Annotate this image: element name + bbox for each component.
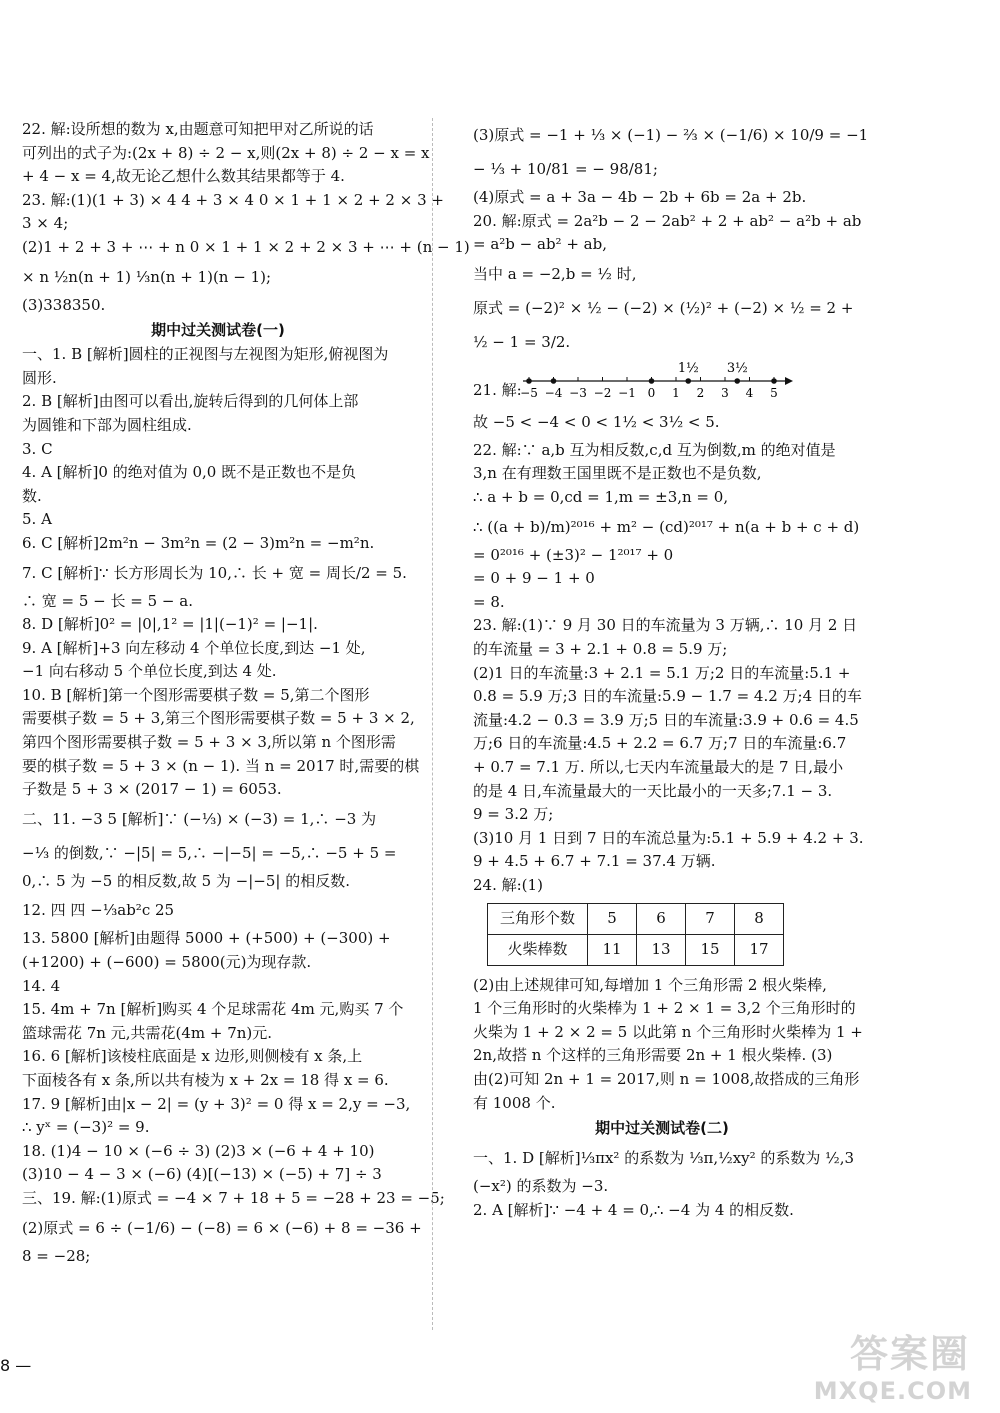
number-line-label: 21. 解: — [473, 380, 522, 399]
number-line-answer — [473, 361, 851, 401]
text-line: 万;6 日的车流量:4.5 + 2.2 = 6.7 万;7 日的车流量:6.7 — [473, 734, 847, 753]
text-line: 13. 5800 [解析]由题得 5000 + (+500) + (−300) + — [22, 929, 391, 948]
text-line: 9 = 3.2 万; — [473, 805, 554, 824]
text-line: 原式 = (−2)² × ½ − (−2) × (½)² + (−2) × ½ = 2 + — [473, 298, 854, 317]
text-line: 3. C — [22, 439, 53, 458]
text-line: (3)10 − 4 − 3 × (−6) (4)[(−13) × (−5) + 7] ÷ 3 — [22, 1165, 382, 1184]
number-line-upper-label: 3½ — [726, 360, 748, 376]
text-line: 的车流量 = 3 + 2.1 + 0.8 = 5.9 万; — [473, 639, 728, 658]
text-line: 20. 解:原式 = 2a²b − 2 − 2ab² + 2 + ab² − a²b + ab — [473, 211, 862, 230]
text-line: 要的棋子数 = 5 + 3 × (n − 1). 当 n = 2017 时,需要的棋 — [22, 756, 420, 775]
text-line: 篮球需花 7n 元,共需花(4m + 7n)元. — [22, 1023, 273, 1042]
text-line: 一、1. D [解析]⅓πx² 的系数为 ⅓π,½xy² 的系数为 ½,3 — [473, 1149, 855, 1168]
text-line: 故 −5 < −4 < 0 < 1½ < 3½ < 5. — [473, 412, 720, 431]
text-line: 4. A [解析]0 的绝对值为 0,0 既不是正数也不是负 — [22, 463, 357, 482]
text-line: = 0 + 9 − 1 + 0 — [473, 569, 595, 588]
text-line: 第四个图形需要棋子数 = 5 + 3 × 3,所以第 n 个图形需 — [22, 733, 396, 752]
column-divider — [432, 118, 433, 1330]
number-line-point — [526, 378, 532, 384]
text-line: 三、19. 解:(1)原式 = −4 × 7 + 18 + 5 = −28 + 23 = −5; — [22, 1188, 445, 1207]
text-line: 14. 4 — [22, 976, 61, 995]
text-line: (3)338350. — [22, 295, 106, 314]
text-line: (2)原式 = 6 ÷ (−1/6) − (−8) = 6 × (−6) + 8 = −36 + — [22, 1218, 422, 1237]
number-line — [520, 360, 793, 401]
text-line: 0,∴ 5 为 −5 的相反数,故 5 为 −|−5| 的相反数. — [22, 871, 350, 890]
table-cell: 6 — [637, 904, 686, 935]
text-line: 3,n 在有理数王国里既不是正数也不是负数, — [473, 464, 762, 483]
page-number: 8 — — [0, 1356, 32, 1375]
text-line: 2. B [解析]由图可以看出,旋转后得到的几何体上部 — [22, 392, 359, 411]
right-column — [473, 118, 869, 1222]
text-line: + 4 − x = 4,故无论乙想什么数其结果都等于 4. — [22, 167, 345, 186]
number-line-tick-label: 2 — [696, 385, 705, 400]
text-line: 2n,故搭 n 个这样的三角形需要 2n + 1 根火柴棒. (3) — [473, 1046, 833, 1065]
text-line: (+1200) + (−600) = 5800(元)为现存款. — [22, 953, 312, 972]
watermark-url: MXQE.COM — [813, 1377, 972, 1405]
table-cell: 15 — [686, 935, 735, 966]
text-line: −1 向右移动 5 个单位长度,到达 4 处. — [22, 662, 277, 681]
table-row — [488, 935, 784, 966]
text-line: 流量:4.2 − 0.3 = 3.9 万;5 日的车流量:3.9 + 0.6 = 4.5 — [473, 710, 859, 729]
text-line: 的是 4 日,车流量最大的一天比最小的一天多;7.1 − 3. — [473, 781, 833, 800]
number-line-tick-label: −1 — [618, 385, 636, 400]
text-line: 17. 9 [解析]由|x − 2| = (y + 3)² = 0 得 x = 2,y = −3, — [22, 1094, 411, 1113]
text-line: 23. 解:(1)(1 + 3) × 4 4 + 3 × 4 0 × 1 + 1 × 2 + 2 × 3 + — [22, 190, 444, 209]
text-line: 18. (1)4 − 10 × (−6 ÷ 3) (2)3 × (−6 + 4 + 10) — [22, 1141, 375, 1160]
text-line: = 0²⁰¹⁶ + (±3)² − 1²⁰¹⁷ + 0 — [473, 545, 674, 564]
text-line: − ⅓ + 10/81 = − 98/81; — [473, 160, 658, 178]
number-line-tick-label: −3 — [569, 385, 587, 400]
matchstick-table — [487, 903, 784, 965]
table-cell: 7 — [686, 904, 735, 935]
text-line: 3 × 4; — [22, 214, 69, 233]
text-line: 当中 a = −2,b = ½ 时, — [473, 264, 637, 283]
text-line: ∴ a + b = 0,cd = 1,m = ±3,n = 0, — [473, 487, 729, 506]
table-cell: 11 — [588, 935, 637, 966]
left-column — [22, 118, 470, 1268]
text-line: ∴ yˣ = (−3)² = 9. — [22, 1118, 150, 1137]
text-line: (3)10 月 1 日到 7 日的车流总量为:5.1 + 5.9 + 4.2 + 3. — [473, 828, 864, 847]
table-cell: 13 — [637, 935, 686, 966]
text-line: × n ½n(n + 1) ⅓n(n + 1)(n − 1); — [22, 267, 272, 286]
text-line: 为圆锥和下部为圆柱组成. — [22, 415, 192, 434]
text-line: 6. C [解析]2m²n − 3m²n = (2 − 3)m²n = −m²n. — [22, 533, 375, 552]
text-line: (2)1 日的车流量:3 + 2.1 = 5.1 万;2 日的车流量:5.1 + — [473, 663, 851, 682]
text-line: ½ − 1 = 3/2. — [473, 332, 571, 351]
table-row — [488, 904, 784, 935]
section-title: 期中过关测试卷(一) — [151, 321, 285, 340]
text-line: 下面棱各有 x 条,所以共有棱为 x + 2x = 18 得 x = 6. — [22, 1071, 389, 1089]
number-line-upper-label: 1½ — [677, 360, 699, 376]
text-line: + 0.7 = 7.1 万. 所以,七天内车流量最大的是 7 日,最小 — [473, 757, 844, 776]
text-line: 24. 解:(1) — [473, 875, 543, 894]
number-line-point — [771, 378, 777, 384]
number-line-tick-label: 5 — [770, 385, 778, 400]
text-line: 1 个三角形时的火柴棒为 1 + 2 × 1 = 3,2 个三角形时的 — [473, 999, 856, 1018]
text-line: 7. C [解析]∵ 长方形周长为 10,∴ 长 + 宽 = 周长/2 = 5. — [22, 563, 407, 582]
text-line: ∴ ((a + b)/m)²⁰¹⁶ + m² − (cd)²⁰¹⁷ + n(a + b + c + d) — [473, 517, 860, 536]
text-line: 0.8 = 5.9 万;3 日的车流量:5.9 − 1.7 = 4.2 万;4 日的车 — [473, 687, 862, 706]
text-line: 火柴为 1 + 2 × 2 = 5 以此第 n 个三角形时火柴棒为 1 + — [473, 1022, 863, 1041]
text-line: 有 1008 个. — [473, 1093, 556, 1112]
watermark-logo — [804, 1323, 982, 1407]
text-line: 10. B [解析]第一个图形需要棋子数 = 5,第二个图形 — [22, 685, 370, 704]
text-line: (2)由上述规律可知,每增加 1 个三角形需 2 根火柴棒, — [473, 975, 827, 994]
text-line: ∴ 宽 = 5 − 长 = 5 − a. — [22, 591, 193, 610]
number-line-point — [551, 378, 557, 384]
text-line: 5. A — [22, 510, 52, 529]
text-line: 12. 四 四 −⅓ab²c 25 — [22, 901, 175, 920]
text-line: 16. 6 [解析]该棱柱底面是 x 边形,则侧棱有 x 条,上 — [22, 1047, 363, 1066]
text-line: 可列出的式子为:(2x + 8) ÷ 2 − x,则(2x + 8) ÷ 2 − x = x — [22, 143, 430, 162]
text-line: 22. 解:∵ a,b 互为相反数,c,d 互为倒数,m 的绝对值是 — [473, 440, 836, 459]
text-line: = 8. — [473, 592, 505, 611]
table-cell: 8 — [735, 904, 784, 935]
number-line-point — [734, 378, 740, 384]
text-line: 数. — [22, 486, 42, 505]
number-line-point — [685, 378, 691, 384]
text-line: 23. 解:(1)∵ 9 月 30 日的车流量为 3 万辆,∴ 10 月 2 日 — [473, 616, 858, 635]
text-line: 22. 解:设所想的数为 x,由题意可知把甲对乙所说的话 — [22, 120, 374, 138]
number-line-tick-label: −2 — [593, 385, 612, 400]
text-line: 2. A [解析]∵ −4 + 4 = 0,∴ −4 为 4 的相反数. — [473, 1200, 794, 1219]
text-line: 子数是 5 + 3 × (2017 − 1) = 6053. — [22, 780, 282, 799]
text-line: 8. D [解析]0² = |0|,1² = |1|(−1)² = |−1|. — [22, 615, 318, 634]
text-line: (3)原式 = −1 + ⅓ × (−1) − ⅔ × (−1/6) × 10/9 = −1 — [473, 126, 869, 144]
text-line: 需要棋子数 = 5 + 3,第三个图形需要棋子数 = 5 + 3 × 2, — [22, 709, 415, 728]
section-title: 期中过关测试卷(二) — [595, 1119, 729, 1138]
table-cell: 17 — [735, 935, 784, 966]
text-line: (2)1 + 2 + 3 + ⋯ + n 0 × 1 + 1 × 2 + 2 × 3 + ⋯ + (n − 1) — [22, 237, 470, 256]
number-line-point — [649, 378, 655, 384]
text-line: 一、1. B [解析]圆柱的正视图与左视图为矩形,俯视图为 — [22, 345, 389, 364]
number-line-tick-label: 1 — [672, 385, 680, 400]
text-line: 9 + 4.5 + 6.7 + 7.1 = 37.4 万辆. — [473, 852, 716, 871]
number-line-tick-label: 3 — [721, 385, 729, 400]
table-cell: 5 — [588, 904, 637, 935]
text-line: −⅓ 的倒数,∵ −|5| = 5,∴ −|−5| = −5,∴ −5 + 5 = — [22, 843, 397, 862]
number-line-tick-label: 0 — [647, 385, 656, 400]
text-line: 9. A [解析]+3 向左移动 4 个单位长度,到达 −1 处, — [22, 638, 366, 657]
text-line: 由(2)可知 2n + 1 = 2017,则 n = 1008,故搭成的三角形 — [473, 1070, 860, 1089]
text-line: (−x²) 的系数为 −3. — [473, 1177, 609, 1196]
text-line: (4)原式 = a + 3a − 4b − 2b + 6b = 2a + 2b. — [473, 188, 807, 206]
table-cell: 火柴棒数 — [488, 935, 588, 966]
table-cell: 三角形个数 — [488, 904, 588, 935]
text-line: 8 = −28; — [22, 1246, 91, 1265]
text-line: 二、11. −3 5 [解析]∵ (−⅓) × (−3) = 1,∴ −3 为 — [22, 809, 377, 828]
watermark-text: 答案圈 — [849, 1332, 970, 1376]
text-line: 圆形. — [22, 368, 57, 387]
number-line-tick-label: −4 — [544, 385, 563, 400]
number-line-tick-label: −5 — [520, 385, 538, 400]
text-line: = a²b − ab² + ab, — [473, 235, 607, 254]
number-line-tick-label: 4 — [745, 385, 754, 400]
text-line: 15. 4m + 7n [解析]购买 4 个足球需花 4m 元,购买 7 个 — [22, 1000, 404, 1019]
